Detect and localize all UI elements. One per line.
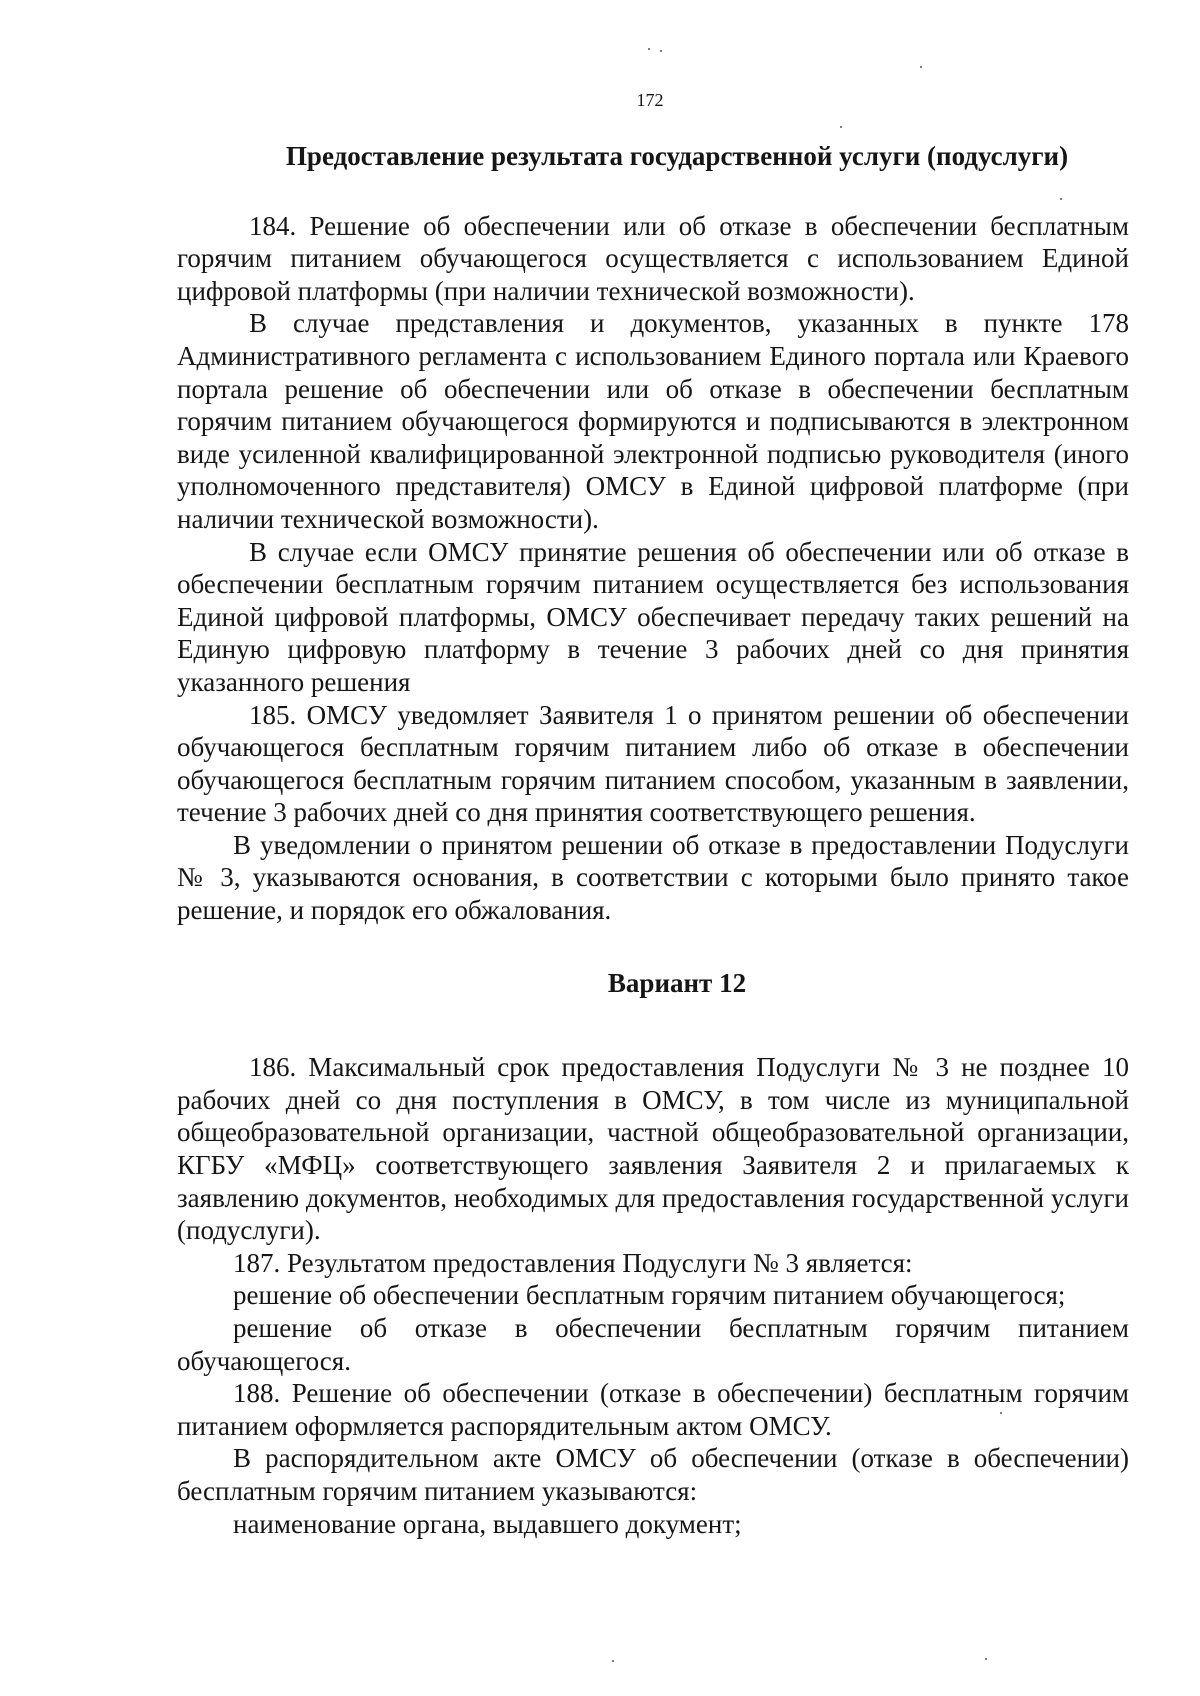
scan-speck	[1000, 1412, 1002, 1414]
scan-speck	[840, 126, 842, 128]
paragraph-portal-submission: В случае представления и документов, указанных в пункте 178 Административного регламента с использованием Единого портала или Краевого портала решение об обеспечении или об отказе в обеспечении бесплатным горячим питанием обучающегося формируются и подписываются в электронном виде усиленной квалифицированной электронной подписью руководителя (иного уполномоченного представителя) ОМСУ в Единой цифровой платформе (при наличии технической возможности).	[177, 308, 1129, 534]
scan-speck	[985, 1658, 987, 1660]
paragraph-188: 188. Решение об обеспечении (отказе в обеспечении) бесплатным горячим питанием оформляется распорядительным актом ОМСУ.	[177, 1378, 1129, 1441]
paragraph-act-contents: В распорядительном акте ОМСУ об обеспечении (отказе в обеспечении) бесплатным горячим питанием указываются:	[177, 1443, 1129, 1506]
section-heading-variant: Вариант 12	[607, 967, 747, 998]
list-item-decision-provide: решение об обеспечении бесплатным горячим питанием обучающегося;	[233, 1280, 1066, 1311]
paragraph-187: 187. Результатом предоставления Подуслуги № 3 является:	[233, 1247, 913, 1278]
document-body	[177, 140, 1129, 1540]
section-heading-result: Предоставление результата государственной услуги (подуслуги)	[285, 141, 1069, 171]
scan-speck	[660, 50, 662, 52]
scan-speck	[920, 66, 922, 68]
scan-speck	[648, 48, 650, 50]
list-item-decision-refuse: решение об отказе в обеспечении бесплатным горячим питанием обучающегося.	[177, 1313, 1129, 1376]
paragraph-184: 184. Решение об обеспечении или об отказе в обеспечении бесплатным горячим питанием обучающегося осуществляется с использованием Единой цифровой платформы (при наличии технической возможности).	[177, 210, 1129, 306]
paragraph-186: 186. Максимальный срок предоставления Подуслуги № 3 не позднее 10 рабочих дней со дня поступления в ОМСУ, в том числе из муниципальной общеобразовательной организации, частной общеобразовательной организации, КГБУ «МФЦ» соответствующего заявления Заявителя 2 и прилагаемых к заявлению документов, необходимых для предоставления государственной услуги (подуслуги).	[177, 1052, 1129, 1246]
page-number: 172	[636, 90, 664, 110]
list-item-issuing-body: наименование органа, выдавшего документ;	[233, 1508, 742, 1539]
scan-speck	[612, 1660, 614, 1662]
paragraph-185: 185. ОМСУ уведомляет Заявителя 1 о принятом решении об обеспечении обучающегося бесплатным горячим питанием либо об отказе в обеспечении обучающегося бесплатным горячим питанием способом, указанным в заявлении, течение 3 рабочих дней со дня принятия соответствующего решения.	[177, 699, 1129, 828]
paragraph-refusal-notice: В уведомлении о принятом решении об отказе в предоставлении Подуслуги № 3, указываются основания, в соответствии с которыми было принято такое решение, и порядок его обжалования.	[177, 829, 1129, 926]
paragraph-without-platform: В случае если ОМСУ принятие решения об обеспечении или об отказе в обеспечении бесплатным горячим питанием осуществляется без использования Единой цифровой платформы, ОМСУ обеспечивает передачу таких решений на Единую цифровую платформу в течение 3 рабочих дней со дня принятия указанного решения	[177, 536, 1129, 697]
scan-speck	[1060, 198, 1062, 200]
